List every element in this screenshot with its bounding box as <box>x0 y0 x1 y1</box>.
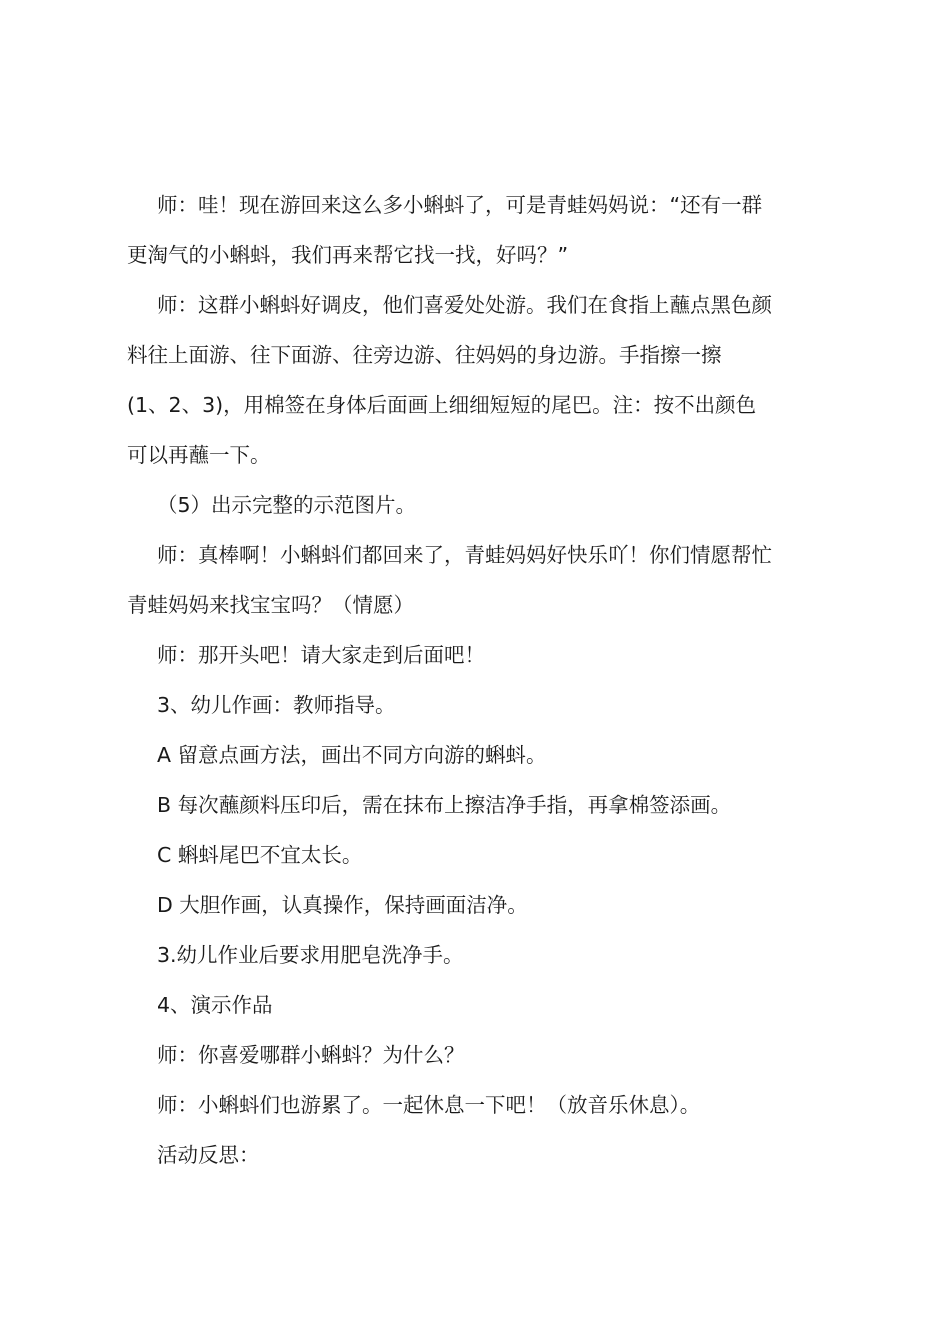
text-line: 3、幼儿作画：教师指导。 <box>157 693 396 717</box>
paragraph-teacher-which <box>127 1030 833 1080</box>
text-line: 师：这群小蝌蚪好调皮，他们喜爱处处游。我们在食指上蘸点黑色颜 <box>157 293 772 317</box>
text-line: D 大胆作画，认真操作，保持画面洁净。 <box>157 893 528 917</box>
text-line: 师：哇！现在游回来这么多小蝌蚪了，可是青蛙妈妈说：“还有一群 <box>157 193 763 217</box>
paragraph-item-d <box>127 880 833 930</box>
text-line: 更淘气的小蝌蚪，我们再来帮它找一找，好吗？” <box>127 243 569 267</box>
text-line: (1、2、3)，用棉签在身体后面画上细细短短的尾巴。注：按不出颜色 <box>127 393 757 417</box>
paragraph-show-works <box>127 980 833 1030</box>
text-line: 4、演示作品 <box>157 993 273 1017</box>
paragraph-reflection-heading <box>127 1130 833 1180</box>
paragraph-item-a <box>127 730 833 780</box>
paragraph-teacher-rest <box>127 1080 833 1130</box>
text-line: 可以再蘸一下。 <box>127 443 271 467</box>
text-line: 师：那开头吧！请大家走到后面吧！ <box>157 643 485 667</box>
paragraph-show-picture <box>127 480 833 530</box>
paragraph-teacher-naughty <box>127 280 833 480</box>
text-line: 师：小蝌蚪们也游累了。一起休息一下吧！（放音乐休息）。 <box>157 1093 701 1117</box>
text-line: 青蛙妈妈来找宝宝吗？（情愿） <box>127 593 414 617</box>
text-line: C 蝌蚪尾巴不宜太长。 <box>157 843 363 867</box>
paragraph-teacher-wow <box>127 180 833 280</box>
document-body <box>127 180 833 1180</box>
text-line: 活动反思： <box>157 1143 260 1167</box>
paragraph-wash-hands <box>127 930 833 980</box>
text-line: 师：真棒啊！小蝌蚪们都回来了，青蛙妈妈好快乐吖！你们情愿帮忙 <box>157 543 772 567</box>
paragraph-item-c <box>127 830 833 880</box>
paragraph-teacher-start <box>127 630 833 680</box>
text-line: A 留意点画方法，画出不同方向游的蝌蚪。 <box>157 743 547 767</box>
text-line: （5）出示完整的示范图片。 <box>157 493 417 517</box>
text-line: 料往上面游、往下面游、往旁边游、往妈妈的身边游。手指擦一擦 <box>127 343 722 367</box>
text-line: B 每次蘸颜料压印后，需在抹布上擦洁净手指，再拿棉签添画。 <box>157 793 732 817</box>
text-line: 师：你喜爱哪群小蝌蚪？为什么？ <box>157 1043 465 1067</box>
text-line: 3.幼儿作业后要求用肥皂洗净手。 <box>157 943 464 967</box>
paragraph-item-b <box>127 780 833 830</box>
paragraph-teacher-great <box>127 530 833 630</box>
paragraph-child-drawing <box>127 680 833 730</box>
